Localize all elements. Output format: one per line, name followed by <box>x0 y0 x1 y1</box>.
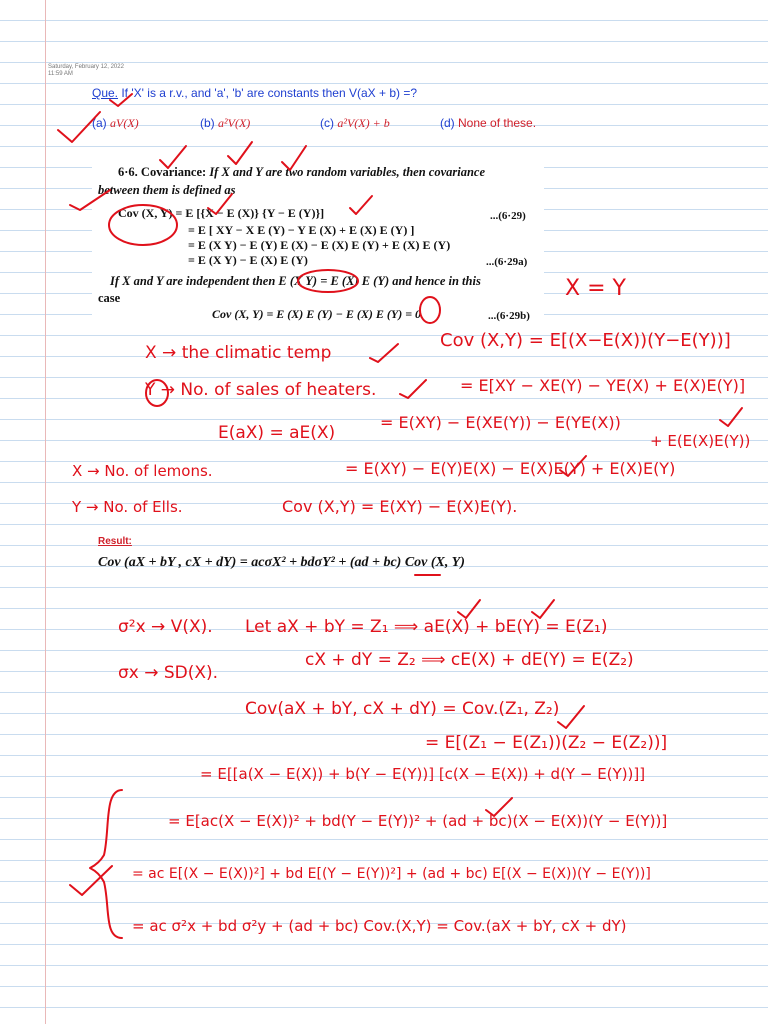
book-eq3: = E (X Y) − E (Y) E (X) − E (X) E (Y) + E (X) E (Y) <box>188 238 451 252</box>
option-b-letter: (b) <box>200 116 215 130</box>
tick-mark <box>370 344 398 362</box>
note-line-c: = E(XY) − E(Y)E(X) − E(X)E(Y) + E(X)E(Y) <box>345 459 676 478</box>
book-eq5-tag: ...(6·29b) <box>488 310 530 322</box>
book-eq5: Cov (X, Y) = E (X) E (Y) − E (X) E (Y) = 0 <box>212 307 422 321</box>
option-d-letter: (d) <box>440 116 455 130</box>
note-e-ax: E(aX) = aE(X) <box>218 423 336 443</box>
book-intro-1: If X and Y are two random variables, then covariance <box>206 165 486 179</box>
note-step2: = E[[a(X − E(X)) + b(Y − E(Y))] [c(X − E(X)) + d(Y − E(Y))]] <box>200 765 646 783</box>
book-heading: 6·6. Covariance: <box>118 165 207 179</box>
note-line-d: Cov (X,Y) = E(XY) − E(X)E(Y). <box>282 497 518 516</box>
tick-mark <box>350 196 372 214</box>
option-a-value: aV(X) <box>110 116 139 130</box>
book-intro-2: between them is defined as <box>98 183 236 197</box>
option-c-letter: (c) <box>320 116 334 130</box>
tick-mark <box>228 142 252 164</box>
note-step1: = E[(Z₁ − E(Z₁))(Z₂ − E(Z₂))] <box>425 733 668 753</box>
option-c-value: a²V(X) + b <box>337 116 390 130</box>
book-eq2: = E [ XY − X E (Y) − Y E (X) + E (X) E (Y) ] <box>188 223 415 237</box>
tick-mark <box>532 600 554 618</box>
tick-mark <box>560 456 586 476</box>
tick-mark <box>282 146 306 170</box>
circle-mark <box>420 297 440 323</box>
tick-mark <box>58 112 100 142</box>
option-b-value: a²V(X) <box>218 116 251 130</box>
note-let-z1: Let aX + bY = Z₁ ⟹ aE(X) + bE(Y) = E(Z₁) <box>245 617 608 637</box>
note-y-heaters: Y → No. of sales of heaters. <box>145 380 377 400</box>
tick-mark <box>720 408 742 426</box>
note-sig2: σ²x → V(X). <box>118 617 213 637</box>
note-cov-def: Cov (X,Y) = E[(X−E(X))(Y−E(Y))] <box>440 330 731 351</box>
question-text: If 'X' is a r.v., and 'a', 'b' are constants then V(aX + b) =? <box>118 86 418 100</box>
note-x-climatic: X → the climatic temp <box>145 343 332 363</box>
note-line-b2: + E(E(X)E(Y)) <box>650 432 751 450</box>
book-eq1: Cov (X, Y) = E [{X − E (X)} {Y − E (Y)}] <box>118 206 325 220</box>
book-eq1-tag: ...(6·29) <box>490 210 526 222</box>
circle-mark <box>298 270 358 292</box>
note-sigx: σx → SD(X). <box>118 663 219 683</box>
result-formula: Cov (aX + bY , cX + dY) = acσX² + bdσY² + (ad + bc) Cov (X, Y) <box>98 555 465 570</box>
note-line-a: = E[XY − XE(Y) − YE(X) + E(X)E(Y)] <box>460 376 746 395</box>
option-d-value: None of these. <box>458 116 537 130</box>
circle-mark <box>146 380 168 406</box>
note-x-lemons: X → No. of lemons. <box>72 462 213 480</box>
tick-mark <box>70 190 110 210</box>
note-cov-z: Cov(aX + bY, cX + dY) = Cov.(Z₁, Z₂) <box>245 699 560 719</box>
result-label: Result: <box>98 536 132 547</box>
note-step3: = E[ac(X − E(X))² + bd(Y − E(Y))² + (ad + bc)(X − E(X))(Y − E(Y))] <box>168 812 668 830</box>
circle-mark <box>109 205 177 245</box>
book-indep-line-1: If X and Y are independent then E (X Y) = E (X) E (Y) and hence in this <box>110 274 481 288</box>
note-y-ells: Y → No. of Ells. <box>72 498 183 516</box>
tick-mark <box>110 94 132 106</box>
tick-mark <box>558 706 584 728</box>
brace-mark <box>90 790 122 938</box>
note-line-b: = E(XY) − E(XE(Y)) − E(YE(X)) <box>380 413 621 432</box>
tick-mark <box>400 380 426 398</box>
note-step4: = ac E[(X − E(X))²] + bd E[(Y − E(Y))²] + (ad + bc) E[(X − E(X))(Y − E(Y))] <box>132 866 651 882</box>
time-stamp: 11:59 AM <box>48 71 73 77</box>
tick-mark <box>160 146 186 168</box>
tick-mark <box>486 798 512 816</box>
option-a-letter: (a) <box>92 116 107 130</box>
book-indep-line-2: case <box>98 291 121 305</box>
note-step5: = ac σ²x + bd σ²y + (ad + bc) Cov.(X,Y) = Cov.(aX + bY, cX + dY) <box>132 917 627 935</box>
tick-mark <box>458 600 480 618</box>
tick-mark <box>208 194 232 214</box>
note-z2: cX + dY = Z₂ ⟹ cE(X) + dE(Y) = E(Z₂) <box>305 650 634 670</box>
date-stamp: Saturday, February 12, 2022 <box>48 64 124 70</box>
question-label: Que. <box>92 86 119 100</box>
book-eq4: = E (X Y) − E (X) E (Y) <box>188 253 308 267</box>
note-x-eq-y: X = Y <box>565 276 626 301</box>
book-eq4-tag: ...(6·29a) <box>486 256 528 268</box>
